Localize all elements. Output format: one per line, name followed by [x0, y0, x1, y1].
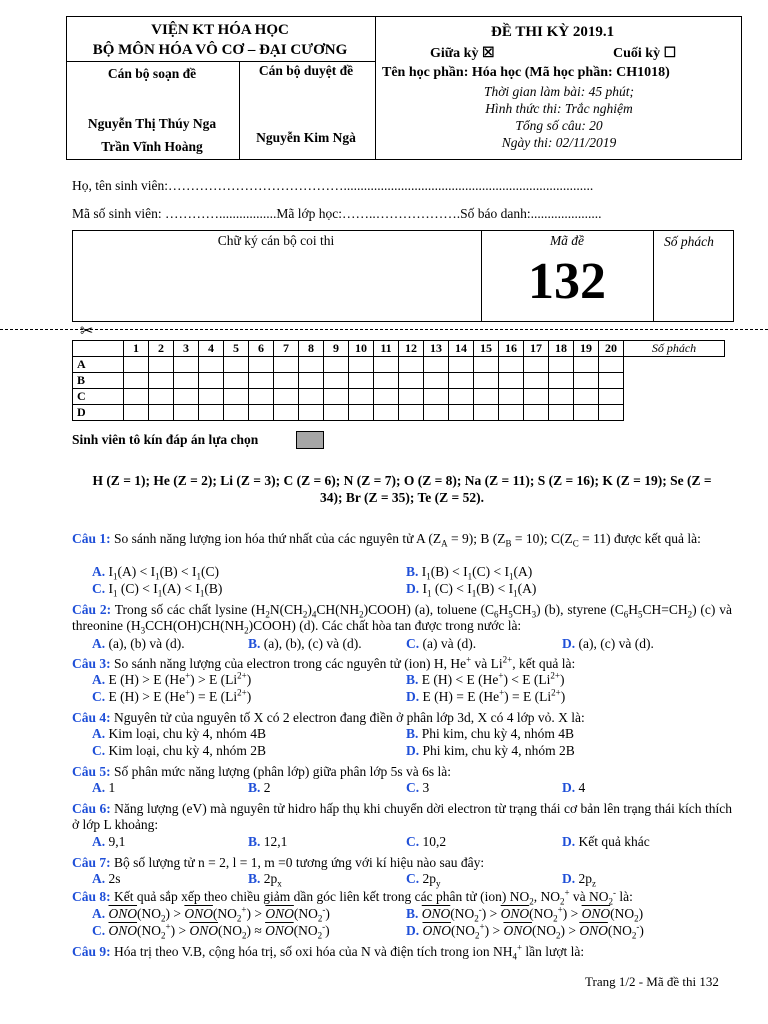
exam-duration: Thời gian làm bài: 45 phút;	[483, 84, 635, 99]
answer-bubble[interactable]	[224, 389, 249, 405]
q6-option-d[interactable]: D. Kết quả khác	[562, 834, 650, 849]
question-1: Câu 1: So sánh năng lượng ion hóa thứ nhất của các nguyên tử A $(Z_A = 9)$; B $(Z_B = 10)$; $C(Z_C = 11)$ được kết quả là:	[72, 531, 701, 549]
filled-sample-box	[296, 431, 324, 449]
answer-bubble[interactable]	[199, 389, 224, 405]
q3-option-a[interactable]: A. E (H) > E (He+) > E $(Li^{2+})$	[92, 670, 252, 687]
answer-bubble[interactable]	[124, 373, 149, 389]
answer-bubble[interactable]	[499, 373, 524, 389]
q1-option-b[interactable]: B. $I_1(B) < I_1(C) < I_1(A)$	[406, 564, 533, 582]
grid-col-header: 19	[574, 341, 599, 357]
grid-col-header: 7	[274, 341, 299, 357]
answer-bubble[interactable]	[574, 389, 599, 405]
answer-bubble[interactable]	[324, 389, 349, 405]
answer-bubble[interactable]	[149, 405, 174, 421]
answer-bubble[interactable]	[149, 389, 174, 405]
grid-col-header: 6	[249, 341, 274, 357]
q5-option-b[interactable]: B. 2	[248, 780, 271, 795]
answer-bubble[interactable]	[399, 389, 424, 405]
answer-bubble[interactable]	[224, 357, 249, 373]
grid-corner	[73, 341, 124, 357]
answer-bubble[interactable]	[349, 405, 374, 421]
grid-col-header: 16	[499, 341, 524, 357]
q2-option-b[interactable]: B. (a), (b), (c) và (d).	[248, 636, 362, 651]
answer-bubble[interactable]	[249, 405, 274, 421]
question-8-label: Câu 8:	[72, 889, 111, 904]
q5-option-d[interactable]: D. 4	[562, 780, 586, 795]
answer-bubble[interactable]	[399, 373, 424, 389]
question-7: Câu 7: Bộ số lượng tử n = 2, l = 1, m =0 tương ứng với kí hiệu nào sau đây:	[72, 855, 485, 870]
answer-bubble[interactable]	[349, 373, 374, 389]
grid-col-header: 20	[599, 341, 624, 357]
course-name: Tên học phần: Hóa học (Mã học phần: CH1018)	[382, 65, 670, 80]
answer-bubble[interactable]	[299, 373, 324, 389]
question-2: Câu 2: Trong số các chất lysine $(H_2N(CH_2)_4CH(NH_2)COOH)$ (a), toluene $(C_6H_5CH_3)$ (b), styrene $(C_6H_5CH=CH_2)$ (c) và threonine $(H_3CCH(OH)CH(NH_2)COOH)$ (d). Các chất hòa tan được trong nước là:	[72, 602, 732, 636]
answer-bubble[interactable]	[599, 389, 624, 405]
total-questions: Tổng số câu: 20	[515, 118, 603, 133]
answer-bubble[interactable]	[199, 405, 224, 421]
answer-bubble[interactable]	[374, 389, 399, 405]
answer-bubble[interactable]	[599, 373, 624, 389]
q2-option-c[interactable]: C. (a) và (d).	[406, 636, 477, 651]
answer-bubble[interactable]	[299, 357, 324, 373]
q7-option-d[interactable]: D. $2p_z$	[562, 871, 596, 889]
q4-option-d[interactable]: D. Phi kim, chu kỳ 4, nhóm 2B	[406, 743, 575, 758]
answer-bubble[interactable]	[299, 405, 324, 421]
grid-col-header: 13	[424, 341, 449, 357]
grid-col-header: 10	[349, 341, 374, 357]
grid-col-header: 1	[124, 341, 149, 357]
answer-bubble[interactable]	[549, 373, 574, 389]
q7-option-c[interactable]: C. $2p_y$	[406, 871, 441, 889]
answer-bubble[interactable]	[449, 357, 474, 373]
grid-col-header: 9	[324, 341, 349, 357]
grid-col-header: 2	[149, 341, 174, 357]
answer-bubble[interactable]	[424, 405, 449, 421]
answer-bubble[interactable]	[474, 389, 499, 405]
answer-bubble[interactable]	[299, 389, 324, 405]
answer-bubble[interactable]	[374, 357, 399, 373]
answer-bubble[interactable]	[124, 357, 149, 373]
answer-bubble[interactable]	[199, 373, 224, 389]
question-6-label: Câu 6:	[72, 801, 111, 816]
midterm-checkbox: Giữa kỳ ☒	[430, 46, 495, 61]
question-4: Câu 4: Nguyên tử của nguyên tố X có 2 electron đang điền ở phân lớp 3d, X có 4 lớp vỏ. X là:	[72, 710, 585, 725]
answer-bubble[interactable]	[249, 373, 274, 389]
grid-col-header: 12	[399, 341, 424, 357]
exam-code-label: Mã đề	[549, 233, 585, 248]
answer-bubble[interactable]	[474, 405, 499, 421]
grid-col-header: 17	[524, 341, 549, 357]
grid-row-label: D	[73, 405, 124, 421]
grid-col-header: 8	[299, 341, 324, 357]
page-number-label: Số phách	[664, 234, 714, 249]
answer-bubble[interactable]	[499, 389, 524, 405]
answer-bubble[interactable]	[124, 405, 149, 421]
q8-option-b[interactable]: B. $\overline{ONO}(NO_2^-) > \overline{ONO}(NO_2^+) > \overline{ONO}(NO_2)$	[406, 904, 644, 924]
author-1: Nguyễn Thị Thúy Nga	[87, 116, 217, 131]
answer-bubble[interactable]	[224, 405, 249, 421]
grid-col-header: 18	[549, 341, 574, 357]
exam-title: ĐỀ THI KỲ 2019.1	[491, 24, 615, 40]
q3-option-b[interactable]: B. E (H) < E (He+) < E $(Li^{2+})$	[406, 670, 565, 687]
answer-bubble[interactable]	[424, 389, 449, 405]
question-1-label: Câu 1:	[72, 531, 111, 546]
answer-bubble[interactable]	[174, 405, 199, 421]
scissors-icon: ✂	[80, 321, 94, 340]
question-5: Câu 5: Số phân mức năng lượng (phân lớp) giữa phân lớp 5s và 6s là:	[72, 764, 451, 779]
answer-bubble[interactable]	[549, 389, 574, 405]
answer-bubble[interactable]	[499, 405, 524, 421]
author-label: Cán bộ soạn đề	[107, 66, 197, 81]
question-3: Câu 3: So sánh năng lượng của electron trong các nguyên tử (ion) H, He+ và $Li^{2+}$, kết quả là:	[72, 654, 576, 671]
approver-label: Cán bộ duyệt đề	[258, 63, 354, 78]
answer-bubble[interactable]	[324, 405, 349, 421]
answer-bubble[interactable]	[274, 357, 299, 373]
grid-row	[73, 373, 725, 389]
answer-bubble[interactable]	[374, 405, 399, 421]
q3-option-c[interactable]: C. E (H) > E (He+) = E $(Li^{2+})$	[92, 687, 252, 704]
answer-bubble[interactable]	[174, 373, 199, 389]
answer-bubble[interactable]	[224, 373, 249, 389]
answer-bubble[interactable]	[524, 405, 549, 421]
answer-bubble[interactable]	[474, 357, 499, 373]
answer-bubble[interactable]	[549, 357, 574, 373]
institute-name: VIỆN KT HÓA HỌC	[151, 22, 289, 38]
exam-date: Ngày thi: 02/11/2019	[501, 135, 617, 150]
q8-option-a[interactable]: A. $\overline{ONO}(NO_2) > \overline{ONO}(NO_2^+) > \overline{ONO}(NO_2^-)$	[92, 904, 330, 924]
question-4-label: Câu 4:	[72, 710, 111, 725]
answer-bubble[interactable]	[249, 357, 274, 373]
q2-option-d[interactable]: D. (a), (c) và (d).	[562, 636, 654, 651]
grid-row	[73, 357, 725, 373]
answer-bubble[interactable]	[424, 357, 449, 373]
answer-bubble[interactable]	[174, 357, 199, 373]
q8-option-c[interactable]: C. $\overline{ONO}(NO_2^+) > \overline{ONO}(NO_2) \approx \overline{ONO}(NO_2^-)$	[92, 921, 330, 941]
student-name-line: Họ, tên sinh viên:…………………………………..........................................................................	[72, 178, 594, 193]
answer-bubble[interactable]	[324, 357, 349, 373]
question-7-label: Câu 7:	[72, 855, 111, 870]
answer-bubble[interactable]	[149, 357, 174, 373]
answer-bubble[interactable]	[524, 373, 549, 389]
q8-option-d[interactable]: D. $\overline{ONO}(NO_2^+) > \overline{ONO}(NO_2) > \overline{ONO}(NO_2^-)$	[406, 921, 644, 941]
grid-col-header: 4	[199, 341, 224, 357]
exam-code: 132	[528, 253, 606, 310]
q7-option-b[interactable]: B. $2p_x$	[248, 871, 282, 889]
q2-option-a[interactable]: A. (a), (b) và (d).	[92, 636, 185, 651]
question-8: Câu 8: Kết quả sắp xếp theo chiều giảm dần góc liên kết trong các phân tử (ion) $NO_2$, $NO_2^+$ và $NO_2^-$ là:	[72, 887, 633, 907]
answer-bubble[interactable]	[349, 389, 374, 405]
answer-bubble[interactable]	[524, 357, 549, 373]
grid-row-label: B	[73, 373, 124, 389]
answer-bubble[interactable]	[274, 389, 299, 405]
answer-bubble[interactable]	[399, 357, 424, 373]
question-3-label: Câu 3:	[72, 656, 111, 671]
q1-option-c[interactable]: C. $I_1$ $(C) < I_1(A) < I_1(B)$	[92, 581, 223, 599]
grid-col-header: 15	[474, 341, 499, 357]
answer-bubble[interactable]	[549, 405, 574, 421]
answer-bubble[interactable]	[399, 405, 424, 421]
answer-bubble[interactable]	[599, 357, 624, 373]
answer-bubble[interactable]	[524, 389, 549, 405]
fill-instruction: Sinh viên tô kín đáp án lựa chọn	[72, 432, 259, 447]
answer-bubble[interactable]	[424, 373, 449, 389]
q1-option-a[interactable]: A. $I_1(A) < I_1(B) < I_1(C)$	[92, 564, 219, 582]
author-2: Trần Vĩnh Hoàng	[101, 139, 203, 154]
answer-bubble[interactable]	[499, 357, 524, 373]
q6-option-b[interactable]: B. 12,1	[248, 834, 288, 849]
answer-bubble[interactable]	[324, 373, 349, 389]
page-footer: Trang 1/2 - Mã đề thi 132	[585, 974, 719, 989]
question-2-label: Câu 2:	[72, 602, 112, 617]
question-9-label: Câu 9:	[72, 944, 111, 959]
cut-line	[0, 329, 768, 330]
answer-bubble[interactable]	[149, 373, 174, 389]
q1-option-d[interactable]: D. $I_1$ $(C) < I_1(B) < I_1(A)$	[406, 581, 537, 599]
proctor-signature-label: Chữ ký cán bộ coi thi	[217, 233, 335, 248]
exam-format: Hình thức thi: Trắc nghiệm	[485, 101, 633, 116]
answer-bubble[interactable]	[274, 405, 299, 421]
answer-bubble[interactable]	[174, 389, 199, 405]
question-6: Câu 6: Năng lượng (eV) mà nguyên tử hidro hấp thụ khi chuyển dời electron từ trạng thái cơ bản lên trạng thái kích thích ở lớp L khoảng:	[72, 801, 732, 832]
answer-bubble[interactable]	[349, 357, 374, 373]
department-name: BỘ MÔN HÓA VÔ CƠ – ĐẠI CƯƠNG	[92, 42, 348, 58]
atomic-numbers: H (Z = 1); He (Z = 2); Li (Z = 3); C (Z = 6); N (Z = 7); O (Z = 8); Na (Z = 11); S (Z = 16); K (Z = 19); Se (Z = 34); Br (Z = 35); Te (Z = 52).	[92, 473, 712, 505]
answer-bubble[interactable]	[574, 405, 599, 421]
answer-bubble[interactable]	[249, 389, 274, 405]
grid-col-header: 14	[449, 341, 474, 357]
answer-bubble[interactable]	[599, 405, 624, 421]
answer-bubble[interactable]	[574, 357, 599, 373]
question-5-label: Câu 5:	[72, 764, 111, 779]
q6-option-a[interactable]: A. 9,1	[92, 834, 126, 849]
answer-bubble[interactable]	[449, 389, 474, 405]
q5-option-a[interactable]: A. 1	[92, 780, 116, 795]
grid-row-label: A	[73, 357, 124, 373]
q5-option-c[interactable]: C. 3	[406, 780, 430, 795]
answer-bubble[interactable]	[574, 373, 599, 389]
answer-grid	[72, 340, 725, 421]
grid-row-label: C	[73, 389, 124, 405]
grid-page-number-label: Số phách	[624, 341, 725, 357]
q7-option-a[interactable]: A. 2s	[92, 871, 121, 886]
answer-bubble[interactable]	[199, 357, 224, 373]
grid-col-header: 5	[224, 341, 249, 357]
approver-name: Nguyễn Kim Ngà	[256, 130, 356, 145]
answer-bubble[interactable]	[274, 373, 299, 389]
final-checkbox: Cuối kỳ ☐	[613, 46, 677, 61]
grid-col-header: 3	[174, 341, 199, 357]
grid-row	[73, 405, 725, 421]
answer-bubble[interactable]	[449, 373, 474, 389]
q6-option-c[interactable]: C. 10,2	[406, 834, 447, 849]
answer-bubble[interactable]	[124, 389, 149, 405]
student-id-line: Mã số sinh viên: ………….................Mã lớp học:……..……………….Số báo danh:.....................	[72, 206, 602, 221]
answer-bubble[interactable]	[474, 373, 499, 389]
grid-col-header: 11	[374, 341, 399, 357]
answer-bubble[interactable]	[449, 405, 474, 421]
q4-option-b[interactable]: B. Phi kim, chu kỳ 4, nhóm 4B	[406, 726, 575, 741]
grid-row	[73, 389, 725, 405]
q3-option-d[interactable]: D. E (H) = E (He+) = E $(Li^{2+})$	[406, 687, 566, 704]
question-9: Câu 9: Hóa trị theo V.B, cộng hóa trị, số oxi hóa của N và điện tích trong ion $NH_4^+$ lần lượt là:	[72, 942, 585, 962]
q4-option-a[interactable]: A. Kim loại, chu kỳ 4, nhóm 4B	[92, 726, 266, 741]
answer-bubble[interactable]	[374, 373, 399, 389]
q4-option-c[interactable]: C. Kim loại, chu kỳ 4, nhóm 2B	[92, 743, 266, 758]
